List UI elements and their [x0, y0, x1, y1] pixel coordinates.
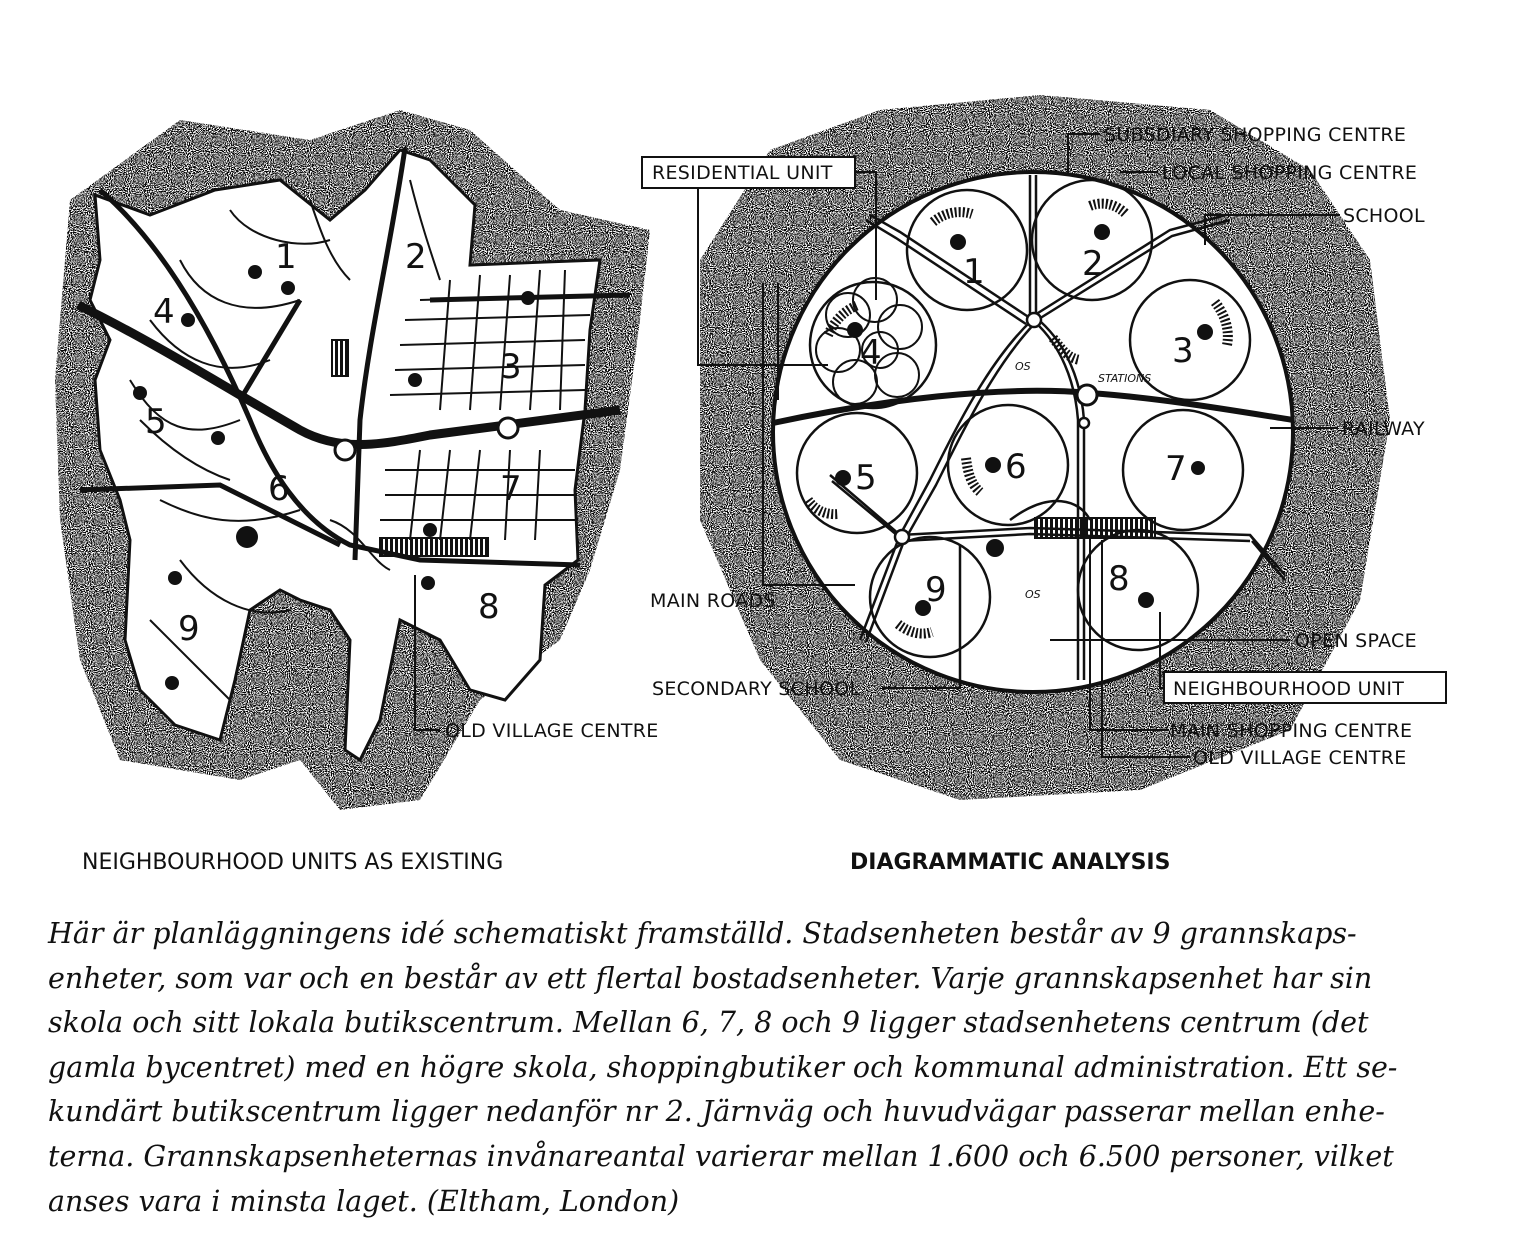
diagram-unit-8: 8 [1108, 559, 1130, 599]
map-old-village-label: OLD VILLAGE CENTRE [445, 720, 659, 742]
label-local-shopping: LOCAL SHOPPING CENTRE [1162, 162, 1418, 184]
label-open-space: OPEN SPACE [1295, 630, 1417, 652]
map-main-shopping [380, 538, 488, 556]
caption-line: kundärt butikscentrum ligger nedanför nr 2. Järnväg och huvudvägar passerar mellan enhe- [48, 1095, 1385, 1129]
caption-line: terna. Grannskapsenheternas invånareantal varierar mellan 1.600 och 6.500 personer, vilket [48, 1139, 1394, 1173]
caption [48, 912, 1443, 1224]
diagram-station [1077, 385, 1097, 405]
map-unit-4: 4 [153, 292, 175, 332]
diagram-unit-3: 3 [1172, 331, 1194, 371]
caption-line: anses vara i minsta laget. (Eltham, London) [48, 1184, 680, 1218]
map-unit-9: 9 [178, 609, 200, 649]
map-shopping-2 [332, 340, 348, 376]
caption-line: skola och sitt lokala butikscentrum. Mellan 6, 7, 8 och 9 ligger stadsenhetens centrum (det [48, 1006, 1369, 1040]
label-school: SCHOOL [1343, 205, 1425, 227]
label-main-roads: MAIN ROADS [650, 590, 776, 612]
diagram-stations-label: STATIONS [1098, 372, 1152, 385]
label-subsidiary-shopping: SUBSDIARY SHOPPING CENTRE [1104, 124, 1407, 146]
neighbourhood-map [55, 110, 659, 810]
map-station-1 [335, 440, 355, 460]
diagram-os-label-2: OS [1025, 588, 1041, 601]
diagram-station-2 [1079, 418, 1089, 428]
diagram-unit-4: 4 [860, 333, 882, 373]
label-residential-unit: RESIDENTIAL UNIT [652, 162, 833, 184]
diagram-junction [895, 530, 909, 544]
caption-line: enheter, som var och en består av ett flertal bostadsenheter. Varje grannskapsenhet har sin [48, 961, 1373, 995]
label-old-village: OLD VILLAGE CENTRE [1193, 747, 1407, 769]
label-railway: RAILWAY [1342, 418, 1425, 440]
map-unit-2: 2 [405, 237, 427, 277]
map-unit-1: 1 [275, 237, 297, 277]
map-title: NEIGHBOURHOOD UNITS AS EXISTING [82, 850, 504, 875]
caption-line: gamla bycentret) med en högre skola, shoppingbutiker och kommunal administration. Ett se- [48, 1050, 1398, 1084]
map-unit-7: 7 [500, 469, 522, 509]
label-neighbourhood-unit: NEIGHBOURHOOD UNIT [1173, 678, 1405, 700]
diagram-subsidiary-centre [1027, 313, 1041, 327]
map-station-2 [498, 418, 518, 438]
diagram [642, 95, 1446, 800]
diagram-unit-2: 2 [1082, 244, 1104, 284]
diagram-unit-9: 9 [925, 570, 947, 610]
diagram-unit-5: 5 [855, 458, 877, 498]
label-main-shopping: MAIN SHOPPING CENTRE [1170, 720, 1413, 742]
map-unit-5: 5 [145, 402, 167, 442]
diagram-unit-1: 1 [963, 252, 985, 292]
map-unit-8: 8 [478, 587, 500, 627]
diagram-unit-6: 6 [1005, 447, 1027, 487]
label-secondary-school: SECONDARY SCHOOL [652, 678, 861, 700]
map-unit-6: 6 [268, 469, 290, 509]
diagram-unit-7: 7 [1165, 449, 1187, 489]
map-unit-3: 3 [500, 347, 522, 387]
diagram-main-shopping [1035, 518, 1155, 538]
caption-line: Här är planläggningens idé schematiskt framställd. Stadsenheten består av 9 grannskaps- [48, 917, 1357, 950]
diagram-title: DIAGRAMMATIC ANALYSIS [850, 850, 1171, 875]
diagram-os-label-1: OS [1015, 360, 1031, 373]
